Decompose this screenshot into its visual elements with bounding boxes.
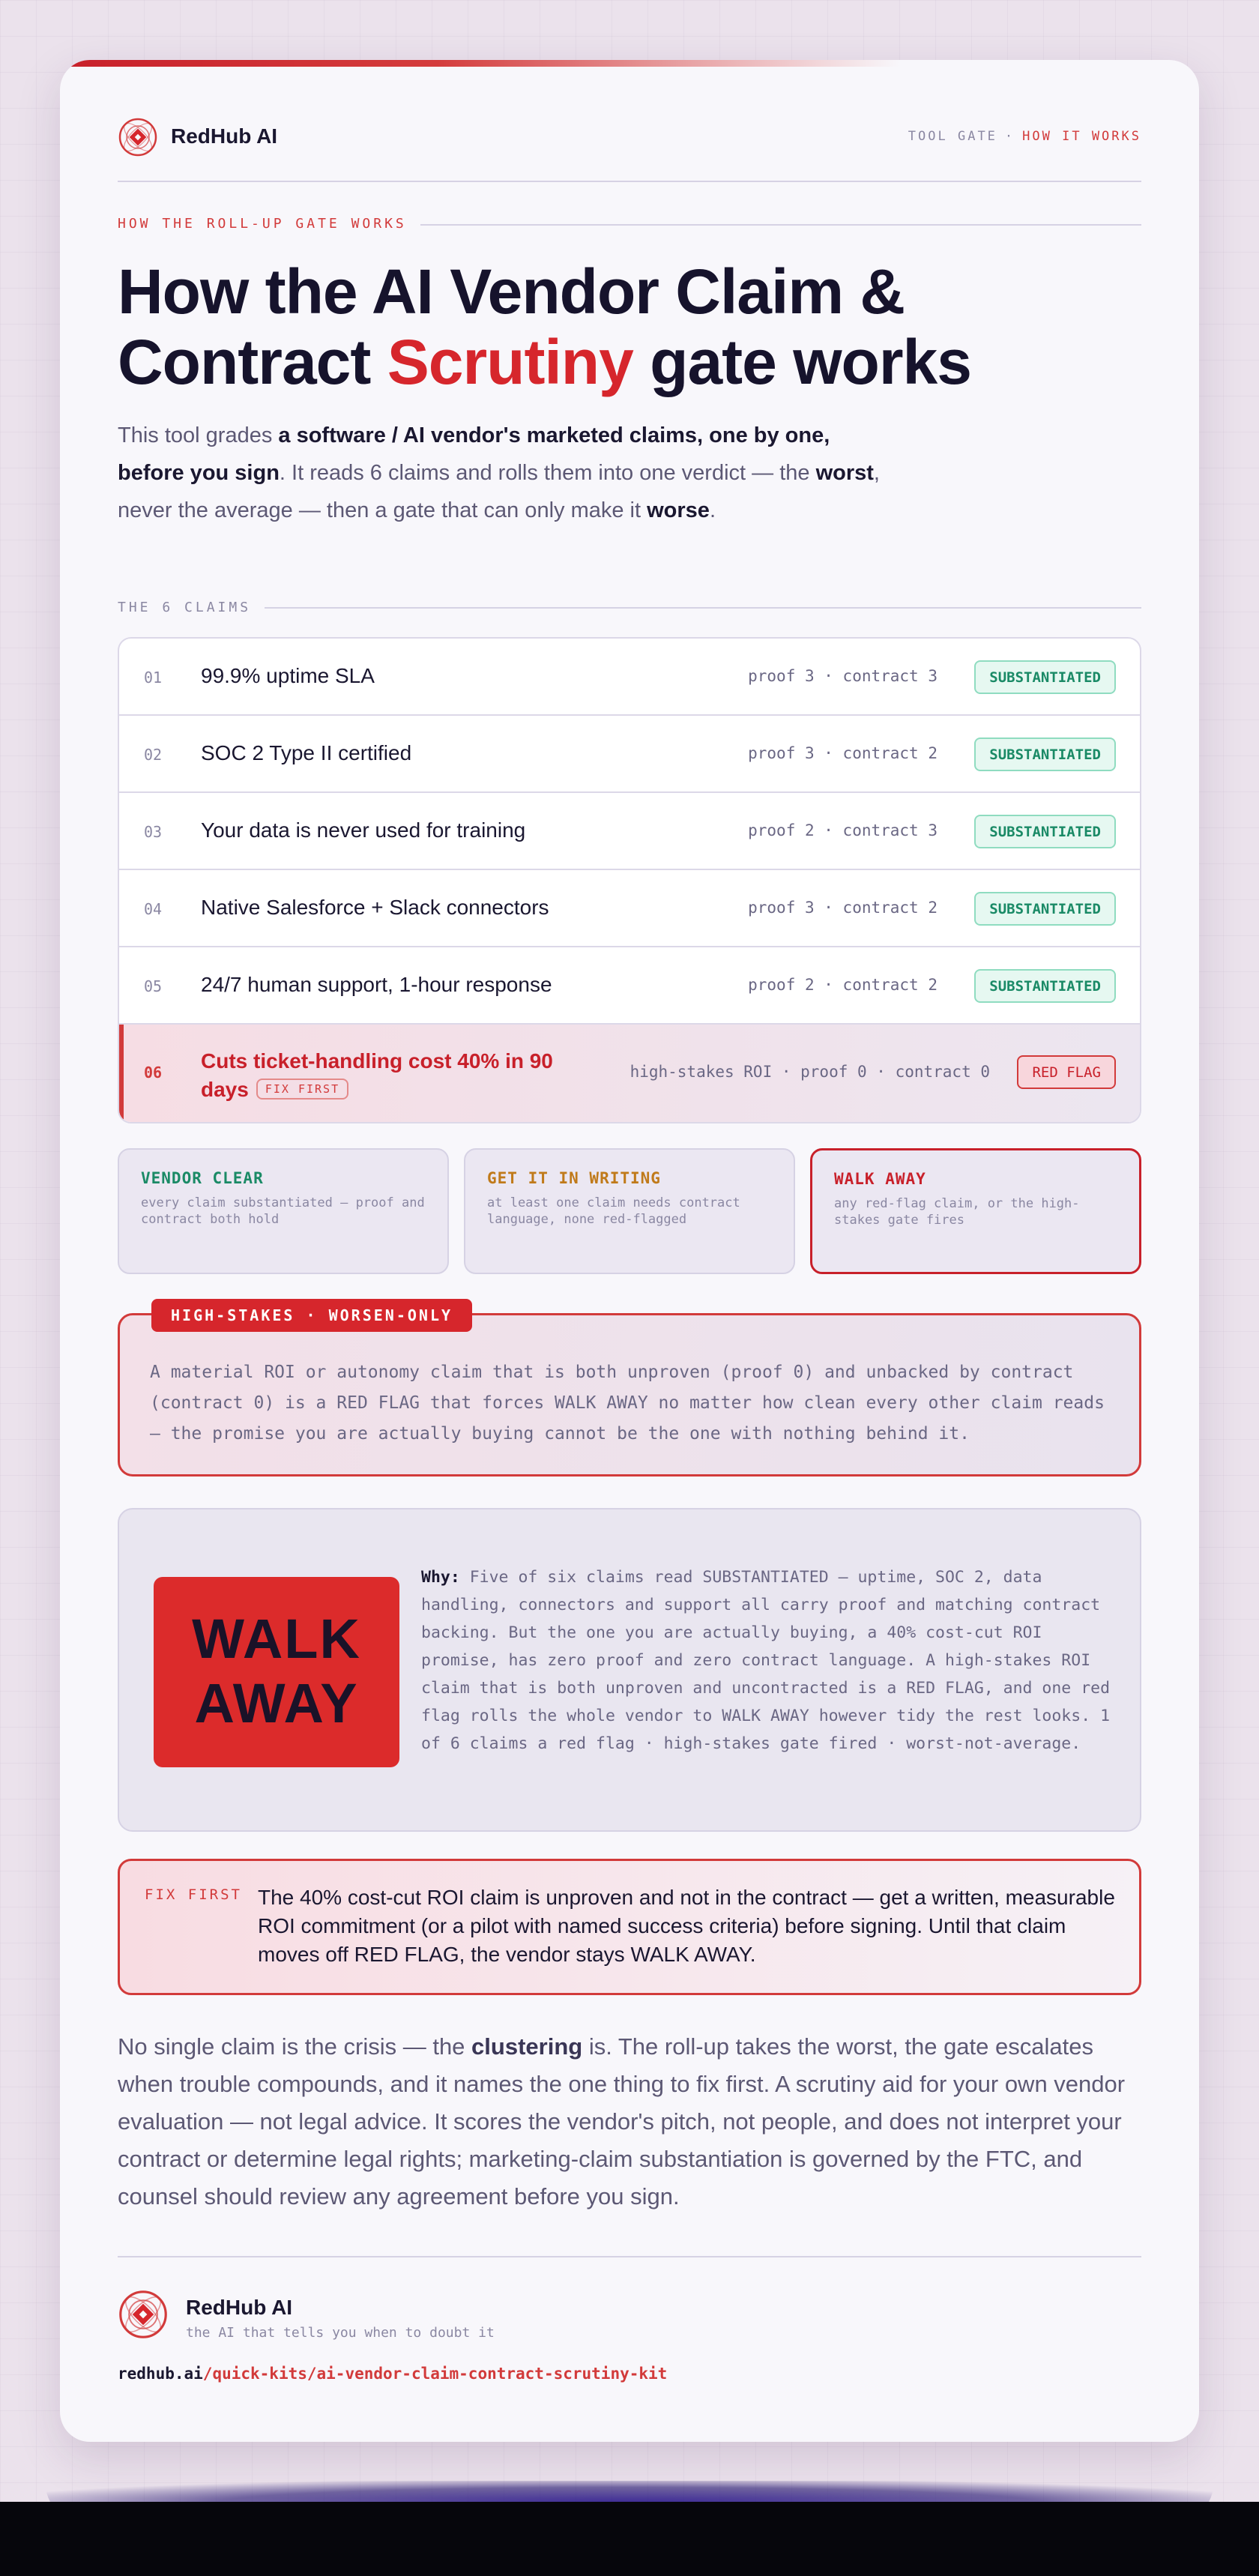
nav-tool-gate[interactable]: TOOL GATE bbox=[908, 129, 997, 144]
verdict-title: VENDOR CLEAR bbox=[141, 1169, 264, 1187]
high-stakes-tag: HIGH-STAKES · WORSEN-ONLY bbox=[151, 1299, 472, 1332]
footer-url-link[interactable] bbox=[118, 2365, 667, 2383]
claim-scores: high-stakes ROI · proof 0 · contract 0 bbox=[630, 1063, 990, 1081]
status-badge: SUBSTANTIATED bbox=[974, 737, 1116, 771]
claim-row-red-flag bbox=[119, 1025, 1140, 1122]
verdict-card-walk-away bbox=[810, 1148, 1141, 1274]
title-line2-pre: Contract bbox=[118, 327, 387, 397]
claim-text: 24/7 human support, 1-hour response bbox=[201, 973, 552, 996]
claims-section-label bbox=[118, 600, 1141, 616]
claim-number: 02 bbox=[144, 746, 163, 764]
bottom-band bbox=[0, 2502, 1259, 2576]
verdict-explanation bbox=[421, 1563, 1111, 1758]
verdict-description: every claim substantiated — proof and contract both hold bbox=[141, 1195, 425, 1227]
claim-text: SOC 2 Type II certified bbox=[201, 741, 412, 764]
why-label: Why: bbox=[421, 1568, 460, 1587]
url-domain: redhub.ai bbox=[118, 2365, 203, 2383]
claim-number: 01 bbox=[144, 669, 163, 687]
eyebrow-label: HOW THE ROLL-UP GATE WORKS bbox=[118, 216, 420, 232]
fix-first-label: FIX FIRST bbox=[145, 1886, 242, 1903]
claims-list bbox=[118, 637, 1141, 1123]
eyebrow bbox=[118, 216, 1141, 234]
footer-tagline: the AI that tells you when to doubt it bbox=[186, 2325, 495, 2341]
status-badge: SUBSTANTIATED bbox=[974, 892, 1116, 926]
header-divider bbox=[118, 181, 1141, 182]
redhub-logo-icon[interactable] bbox=[118, 2289, 169, 2340]
footer-divider bbox=[118, 2256, 1141, 2257]
claims-label: THE 6 CLAIMS bbox=[118, 600, 265, 615]
verdict-result bbox=[118, 1508, 1141, 1832]
walk-away-badge bbox=[154, 1577, 399, 1767]
claim-text: Your data is never used for training bbox=[201, 818, 526, 842]
intro-bold-2: worst bbox=[815, 461, 874, 485]
title-line2-post: gate works bbox=[632, 327, 971, 397]
claim-scores: proof 2 · contract 2 bbox=[748, 976, 938, 994]
claim-number: 03 bbox=[144, 823, 163, 841]
claims-label-rule bbox=[118, 607, 1141, 609]
claim-row bbox=[119, 716, 1140, 793]
status-badge: SUBSTANTIATED bbox=[974, 660, 1116, 694]
claim-text-red-flag bbox=[201, 1047, 591, 1104]
fix-first-callout bbox=[118, 1859, 1141, 1995]
nav-how-it-works[interactable]: HOW IT WORKS bbox=[1022, 129, 1141, 144]
intro-bold-1: a software / AI vendor's marketed claims, one by one, before you sign bbox=[118, 423, 830, 485]
top-nav bbox=[908, 129, 1141, 144]
verdict-title: WALK AWAY bbox=[834, 1170, 926, 1188]
why-text: Five of six claims read SUBSTANTIATED — uptime, SOC 2, data handling, connectors and support all carry proof and matching contract backing. But the one you are actually buying, a 40% cost-cut ROI promise, has zero proof and zero contract language. A high-stakes ROI claim that is both unproven and uncontracted is a RED FLAG, and one red flag rolls the whole vendor to WALK AWAY however tidy the rest looks. 1 of 6 claims a red flag · high-stakes gate fired · worst-not-average. bbox=[421, 1568, 1111, 1753]
high-stakes-callout bbox=[118, 1306, 1141, 1476]
closing-bold: clustering bbox=[471, 2033, 583, 2060]
claim-row bbox=[119, 793, 1140, 870]
red-flag-badge: RED FLAG bbox=[1017, 1055, 1116, 1089]
closing-paragraph bbox=[118, 2028, 1141, 2215]
card-accent-bar bbox=[60, 60, 899, 67]
claim-number: 06 bbox=[144, 1064, 163, 1082]
nav-separator: · bbox=[1004, 129, 1015, 144]
verdict-card-vendor-clear bbox=[118, 1148, 449, 1274]
claim-row bbox=[119, 870, 1140, 947]
fix-first-text: The 40% cost-cut ROI claim is unproven and not in the contract — get a written, measurable ROI commitment (or a pilot with named success criteria) before signing. Until that claim moves off RED FLAG, the vendor stays WALK AWAY. bbox=[258, 1886, 1115, 1966]
status-badge: SUBSTANTIATED bbox=[974, 969, 1116, 1003]
verdict-legend bbox=[118, 1148, 1141, 1274]
fix-first-chip: FIX FIRST bbox=[256, 1079, 348, 1100]
closing-text-1: No single claim is the crisis — the bbox=[118, 2033, 472, 2060]
claim-row bbox=[119, 639, 1140, 716]
claim-scores: proof 3 · contract 2 bbox=[748, 744, 938, 762]
verdict-description: any red-flag claim, or the high-stakes gate fires bbox=[834, 1196, 1080, 1228]
intro-text-4: . bbox=[709, 498, 716, 522]
claim-text: Native Salesforce + Slack connectors bbox=[201, 896, 549, 919]
intro-text-1: This tool grades bbox=[118, 423, 279, 447]
verdict-title: GET IT IN WRITING bbox=[487, 1169, 661, 1187]
intro-text-2: . It reads 6 claims and rolls them into one verdict — the bbox=[279, 461, 816, 485]
header bbox=[118, 115, 1141, 159]
page-title bbox=[118, 256, 1141, 397]
claim-text-label: Cuts ticket-handling cost 40% in 90 days bbox=[201, 1049, 553, 1101]
verdict-description: at least one claim needs contract language, none red-flagged bbox=[487, 1195, 740, 1227]
claim-number: 05 bbox=[144, 977, 163, 995]
title-line1: How the AI Vendor Claim & bbox=[118, 256, 905, 327]
claim-scores: proof 2 · contract 3 bbox=[748, 821, 938, 839]
closing-text-2: is. The roll-up takes the worst, the gate escalates when trouble compounds, and it names the one thing to fix first. A scrutiny aid for your own vendor evaluation — not legal advice. It scores the vendor's pitch, not people, and does not interpret your contract or determine legal rights; marketing-claim substantiation is governed by the FTC, and counsel should review any agreement before you sign. bbox=[118, 2033, 1126, 2209]
intro-paragraph bbox=[118, 417, 882, 529]
claim-scores: proof 3 · contract 2 bbox=[748, 899, 938, 917]
claim-row bbox=[119, 947, 1140, 1025]
status-badge: SUBSTANTIATED bbox=[974, 815, 1116, 848]
brand-name[interactable]: RedHub AI bbox=[171, 124, 278, 148]
claim-scores: proof 3 · contract 3 bbox=[748, 667, 938, 685]
claim-number: 04 bbox=[144, 900, 163, 918]
badge-line-2: AWAY bbox=[194, 1672, 359, 1734]
page-card bbox=[60, 60, 1199, 2442]
intro-bold-3: worse bbox=[647, 498, 710, 522]
title-accent: Scrutiny bbox=[387, 327, 633, 397]
intro-text-3: , never the average — then a gate that can only make it bbox=[118, 461, 880, 522]
redhub-logo-icon[interactable] bbox=[118, 117, 158, 157]
verdict-card-get-it-in-writing bbox=[464, 1148, 795, 1274]
badge-line-1: WALK bbox=[192, 1608, 361, 1670]
footer-brand-name[interactable]: RedHub AI bbox=[186, 2296, 293, 2319]
claim-text: 99.9% uptime SLA bbox=[201, 664, 375, 687]
high-stakes-text: A material ROI or autonomy claim that is both unproven (proof 0) and unbacked by contract (contract 0) is a RED FLAG that forces WALK AWAY no matter how clean every other claim reads — the promise you are actually buying cannot be the one with nothing behind it. bbox=[150, 1363, 1105, 1444]
url-path: /quick-kits/ai-vendor-claim-contract-scrutiny-kit bbox=[202, 2365, 668, 2383]
